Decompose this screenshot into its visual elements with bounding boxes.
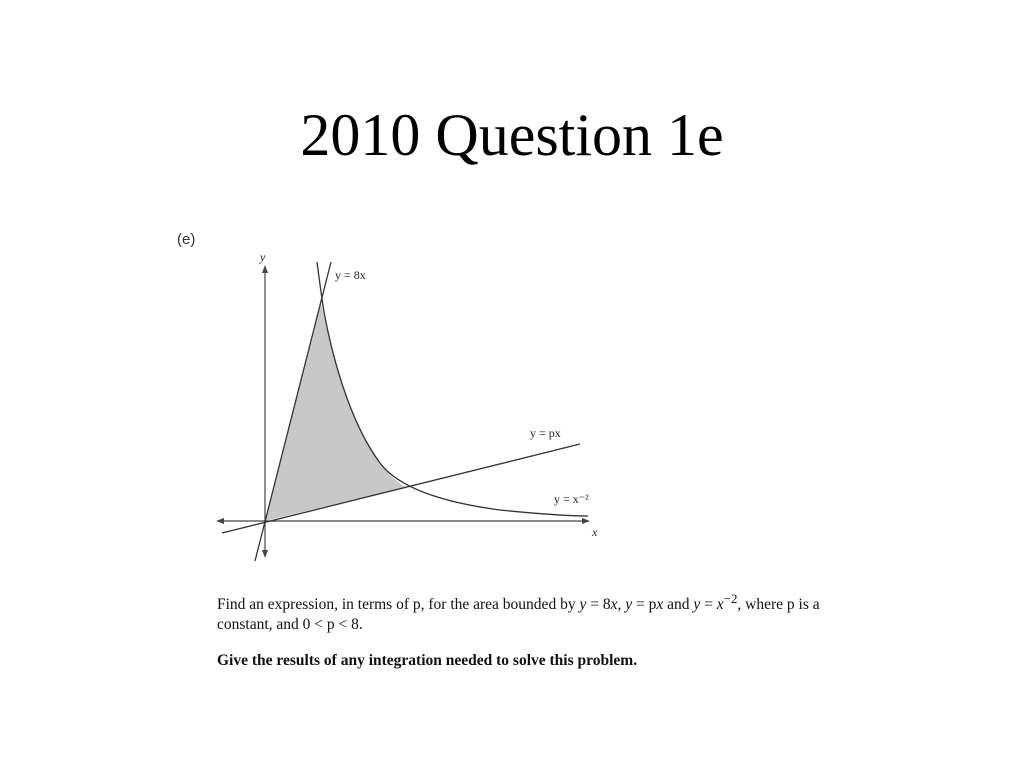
question-text-run: y [625,596,633,614]
question-text-run: x [716,596,724,614]
y-axis-arrow-up [262,265,268,273]
shaded-area-region [265,303,406,521]
question-text-run: and [663,596,694,614]
question-text-run: −2 [723,591,738,606]
question-text-run: x [656,596,664,614]
question-text-run: x [610,596,618,614]
question-text-run: = p [632,596,657,614]
question-text-run: = [700,596,717,614]
label-line-px: y = px [530,426,561,440]
question-text-run: Find an expression, in terms of p, for the area bounded by [217,596,580,614]
x-axis-label: x [592,525,598,539]
question-note: Give the results of any integration needed to solve this problem. [217,652,638,669]
question-text-run: = 8 [586,596,611,614]
question-part-label: (e) [177,231,196,248]
y-axis-arrow-down [262,550,268,558]
x-axis-arrow-right [582,518,590,524]
x-axis-arrow-left [216,518,224,524]
slide-title: 2010 Question 1e [300,102,724,168]
label-line-8x: y = 8x [335,268,366,282]
question-text-run: , [617,596,626,614]
y-axis-label: y [260,250,266,264]
question-text-run: y [693,596,701,614]
label-curve-inverse-square: y = x⁻² [554,492,589,506]
question-text [217,589,877,635]
question-text-run: , where p is a constant, and 0 < p < 8. [217,596,820,634]
question-text-run: y [579,596,587,614]
